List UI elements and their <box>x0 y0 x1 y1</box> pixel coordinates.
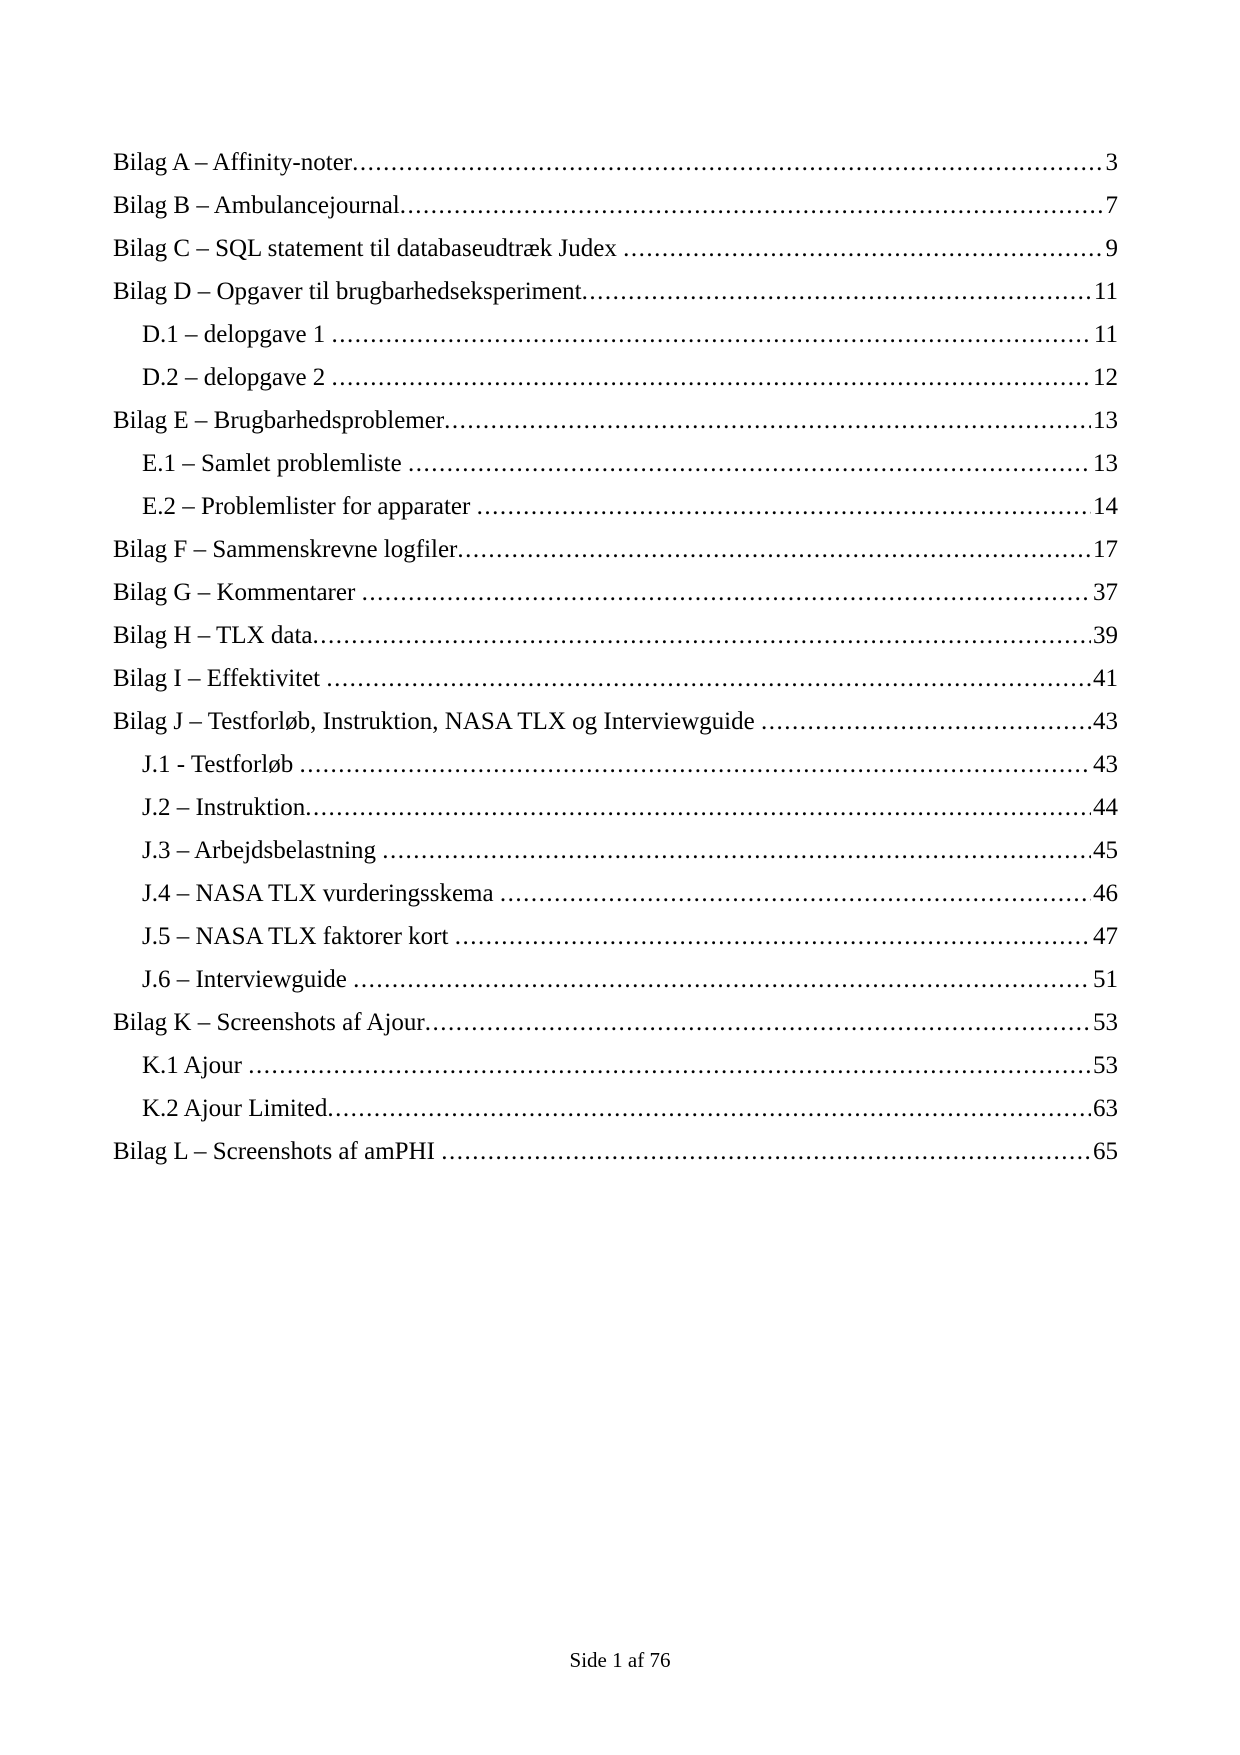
toc-entry[interactable] <box>113 442 1118 485</box>
toc-entry-label: E.1 – Samlet problemliste <box>142 450 408 477</box>
toc-entry[interactable] <box>113 356 1118 399</box>
toc-entry[interactable] <box>113 614 1118 657</box>
toc-entry-label: Bilag G – Kommentarer <box>113 579 362 606</box>
toc-entry-page: 14 <box>1093 493 1118 520</box>
toc-entry-label: Bilag J – Testforløb, Instruktion, NASA TLX og Interviewguide <box>113 708 761 735</box>
toc-leader-dots <box>500 872 1091 915</box>
toc-entry-label: J.5 – NASA TLX faktorer kort <box>142 923 455 950</box>
toc-entry[interactable] <box>113 141 1118 184</box>
toc-leader-dots <box>305 786 1091 829</box>
toc-entry-page: 39 <box>1093 622 1118 649</box>
toc-entry-page: 7 <box>1105 192 1118 219</box>
toc-entry-page: 11 <box>1093 278 1118 305</box>
toc-entry[interactable] <box>113 700 1118 743</box>
toc-leader-dots <box>327 1087 1091 1130</box>
toc-leader-dots <box>441 1130 1091 1173</box>
toc-entry-label: Bilag D – Opgaver til brugbarhedseksperiment <box>113 278 582 305</box>
toc-entry-page: 17 <box>1093 536 1118 563</box>
table-of-contents <box>113 141 1118 1173</box>
toc-entry-page: 46 <box>1093 880 1118 907</box>
toc-leader-dots <box>444 399 1091 442</box>
toc-leader-dots <box>248 1044 1091 1087</box>
toc-entry-label: Bilag I – Effektivitet <box>113 665 327 692</box>
toc-entry-label: Bilag E – Brugbarhedsproblemer <box>113 407 445 434</box>
toc-entry-page: 43 <box>1093 751 1118 778</box>
toc-entry[interactable] <box>113 786 1118 829</box>
toc-entry[interactable] <box>113 313 1118 356</box>
toc-leader-dots <box>326 657 1091 700</box>
toc-entry-label: K.1 Ajour <box>142 1052 249 1079</box>
toc-entry[interactable] <box>113 1044 1118 1087</box>
toc-leader-dots <box>313 614 1092 657</box>
toc-entry-label: J.2 – Instruktion <box>142 794 306 821</box>
toc-entry-page: 45 <box>1093 837 1118 864</box>
toc-entry-label: E.2 – Problemlister for apparater <box>142 493 477 520</box>
toc-entry[interactable] <box>113 872 1118 915</box>
toc-leader-dots <box>761 700 1091 743</box>
toc-entry-label: Bilag K – Screenshots af Ajour <box>113 1009 425 1036</box>
toc-entry-page: 44 <box>1093 794 1118 821</box>
toc-leader-dots <box>332 313 1092 356</box>
toc-leader-dots <box>582 270 1092 313</box>
toc-entry-page: 51 <box>1093 966 1118 993</box>
toc-entry-page: 13 <box>1093 450 1118 477</box>
toc-leader-dots <box>382 829 1091 872</box>
toc-entry-label: Bilag B – Ambulancejournal <box>113 192 400 219</box>
toc-entry[interactable] <box>113 915 1118 958</box>
toc-entry-label: Bilag F – Sammenskrevne logfiler <box>113 536 458 563</box>
toc-leader-dots <box>408 442 1091 485</box>
toc-entry-page: 47 <box>1093 923 1118 950</box>
toc-entry[interactable] <box>113 1001 1118 1044</box>
toc-entry-page: 11 <box>1093 321 1118 348</box>
toc-entry-page: 41 <box>1093 665 1118 692</box>
toc-entry-page: 63 <box>1093 1095 1118 1122</box>
toc-entry[interactable] <box>113 1130 1118 1173</box>
toc-entry[interactable] <box>113 528 1118 571</box>
toc-leader-dots <box>353 958 1091 1001</box>
toc-entry[interactable] <box>113 657 1118 700</box>
toc-leader-dots <box>332 356 1091 399</box>
toc-entry-label: D.1 – delopgave 1 <box>142 321 332 348</box>
toc-entry-label: Bilag L – Screenshots af amPHI <box>113 1138 442 1165</box>
toc-entry[interactable] <box>113 485 1118 528</box>
toc-entry-page: 65 <box>1093 1138 1118 1165</box>
toc-leader-dots <box>352 141 1103 184</box>
toc-leader-dots <box>623 227 1103 270</box>
toc-entry-label: J.4 – NASA TLX vurderingsskema <box>142 880 500 907</box>
toc-leader-dots <box>457 528 1091 571</box>
toc-entry-page: 9 <box>1105 235 1118 262</box>
toc-leader-dots <box>300 743 1092 786</box>
toc-entry-label: Bilag H – TLX data <box>113 622 313 649</box>
toc-entry-page: 3 <box>1105 149 1118 176</box>
toc-leader-dots <box>477 485 1091 528</box>
page-footer <box>0 1646 1240 1674</box>
page-number-label: Side 1 af 76 <box>569 1648 671 1672</box>
toc-entry-label: Bilag A – Affinity-noter <box>113 149 353 176</box>
toc-leader-dots <box>425 1001 1091 1044</box>
toc-entry[interactable] <box>113 184 1118 227</box>
toc-entry-label: J.1 - Testforløb <box>142 751 300 778</box>
toc-entry[interactable] <box>113 571 1118 614</box>
toc-leader-dots <box>400 184 1104 227</box>
toc-leader-dots <box>362 571 1091 614</box>
toc-entry-page: 43 <box>1093 708 1118 735</box>
toc-entry-page: 12 <box>1093 364 1118 391</box>
toc-entry-page: 53 <box>1093 1052 1118 1079</box>
toc-entry-label: Bilag C – SQL statement til databaseudtræk Judex <box>113 235 624 262</box>
toc-leader-dots <box>455 915 1091 958</box>
toc-entry[interactable] <box>113 227 1118 270</box>
toc-entry-page: 53 <box>1093 1009 1118 1036</box>
toc-entry-page: 37 <box>1093 579 1118 606</box>
toc-entry-label: D.2 – delopgave 2 <box>142 364 332 391</box>
toc-entry-page: 13 <box>1093 407 1118 434</box>
toc-entry[interactable] <box>113 829 1118 872</box>
toc-entry-label: J.3 – Arbejdsbelastning <box>142 837 383 864</box>
toc-entry[interactable] <box>113 743 1118 786</box>
toc-entry[interactable] <box>113 399 1118 442</box>
toc-entry[interactable] <box>113 270 1118 313</box>
toc-entry-label: K.2 Ajour Limited <box>142 1095 328 1122</box>
toc-entry-label: J.6 – Interviewguide <box>142 966 354 993</box>
toc-entry[interactable] <box>113 958 1118 1001</box>
toc-entry[interactable] <box>113 1087 1118 1130</box>
